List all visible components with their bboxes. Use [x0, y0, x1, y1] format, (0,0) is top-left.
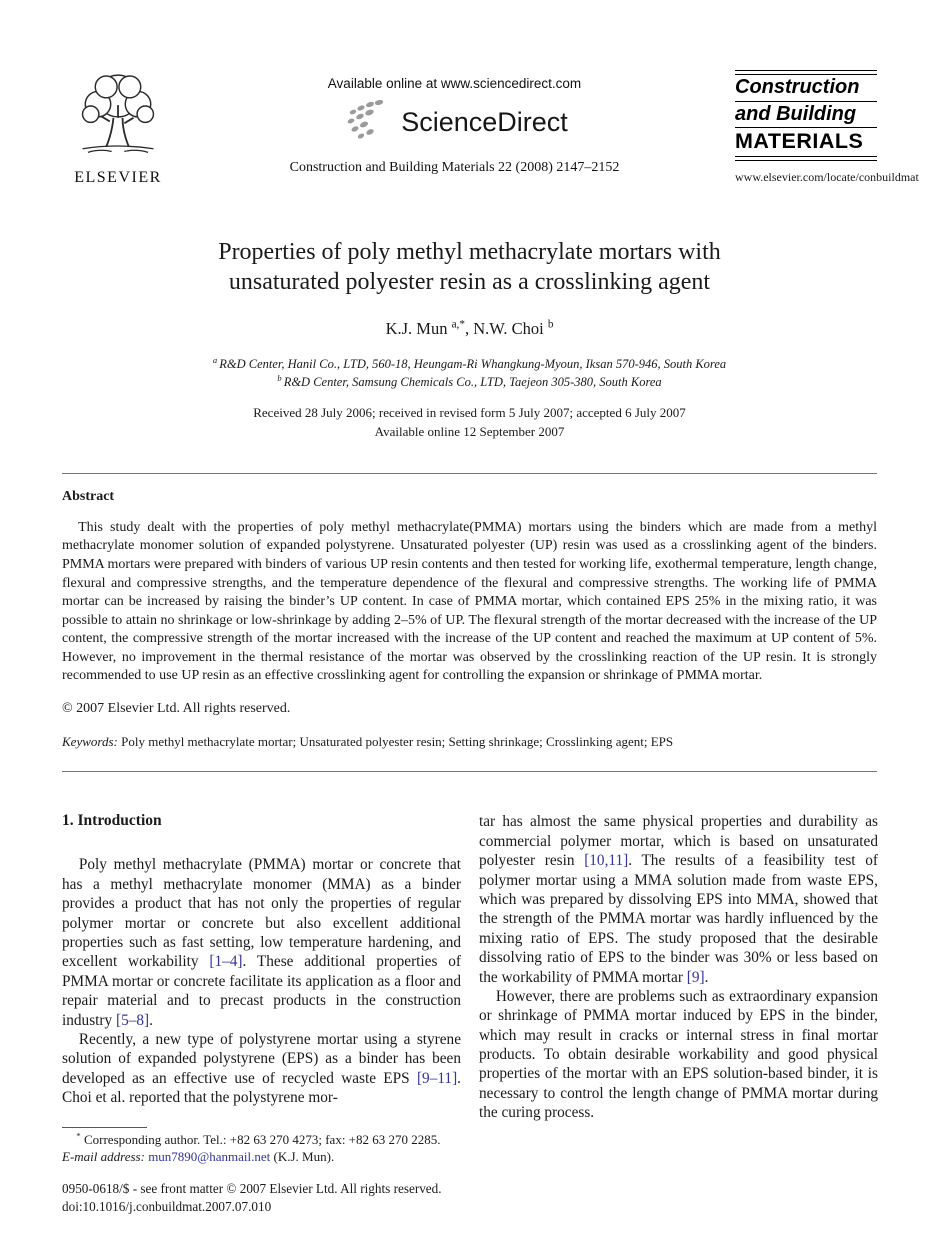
affiliations [62, 355, 877, 391]
received-dates: Received 28 July 2006; received in revised form 5 July 2007; accepted 6 July 2007 [253, 405, 686, 421]
affiliation-b: $^b$ R&D Center, Samsung Chemicals Co., LTD, Taejeon 305-380, South Korea [277, 372, 662, 390]
logo-rule-bottom [735, 156, 877, 161]
available-online-date: Available online 12 September 2007 [374, 424, 565, 440]
right-column [479, 812, 878, 1215]
citation-link[interactable]: [10,11] [584, 852, 629, 870]
affiliation-a: $^a$ R&D Center, Hanil Co., LTD, 560-18, Heungam-Ri Whangkung-Myoun, Iksan 570-946, South Korea [212, 354, 727, 371]
abstract-top-rule [62, 473, 877, 474]
journal-citation: Construction and Building Materials 22 (2008) 2147–2152 [289, 160, 620, 175]
journal-url: www.elsevier.com/locate/conbuildmat [735, 169, 919, 184]
journal-logo-line1: Construction [735, 76, 860, 98]
journal-cover-logo [735, 70, 877, 161]
issn-line: 0950-0618/$ - see front matter © 2007 Elsevier Ltd. All rights reserved. [62, 1181, 442, 1197]
abstract-heading: Abstract [62, 488, 115, 504]
available-online-text: Available online at www.sciencedirect.com [327, 76, 582, 91]
abstract-copyright: © 2007 Elsevier Ltd. All rights reserved. [62, 700, 291, 716]
keywords-line: Keywords: Poly methyl methacrylate mortar; Unsaturated polyester resin; Setting shrinkage; Crosslinking agent; EPS [62, 734, 674, 750]
article-title-line2: unsaturated polyester resin as a crosslinking agent [228, 269, 711, 295]
section-heading-introduction: 1. Introduction [62, 812, 162, 830]
footnote-line1: * Corresponding author. Tel.: +82 63 270 4273; fax: +82 63 270 2285. [76, 1131, 441, 1148]
keywords-bottom-rule [62, 771, 877, 772]
journal-header [62, 70, 919, 187]
corresponding-author-footnote [62, 1132, 461, 1166]
email-link[interactable]: mun7890@hanmail.net [148, 1149, 271, 1165]
article-history [62, 404, 877, 442]
doi-line: doi:10.1016/j.conbuildmat.2007.07.010 [62, 1198, 272, 1214]
elsevier-logo [62, 70, 174, 187]
intro-paragraph-2: Recently, a new type of polystyrene mortar using a styrene solution of expanded polystyrene (EPS) as a binder has been developed as an effective use of recycled waste EPS [9–11]. Choi et al. reported that the polystyrene mor- [62, 1030, 461, 1107]
article-title-line1: Properties of poly methyl methacrylate mortars with [218, 239, 721, 265]
author-list: K.J. Mun $^{a,*}$, N.W. Choi $^b$ [385, 318, 554, 338]
sciencedirect-wordmark: ScienceDirect [401, 107, 568, 137]
journal-logo-line2: and Building [735, 102, 857, 125]
intro-paragraph-1: Poly methyl methacrylate (PMMA) mortar or concrete that has a methyl methacrylate monomer (MMA) as a binder provides a product that has not only the properties of regular polymer mortar or concrete but also excellent additional properties such as fast setting, low temperature hardening, and excellent workability [1–4]. These additional properties of PMMA mortar or concrete facilitate its application as a floor and repair material and to precast products in the construction industry [5–8]. [62, 856, 461, 1029]
citation-link[interactable]: [9] [686, 968, 705, 986]
left-column [62, 812, 461, 1215]
citation-link[interactable]: [5–8] [115, 1011, 150, 1029]
intro-paragraph-3: tar has almost the same physical properties and durability as commercial polymer mortar, which is based on unsaturated polyester resin [10,11]. The results of a feasibility test of polymer mortar using a MMA solution made from waste EPS, which was prepared by dissolving EPS into MMA, showed that the strength of the PMMA mortar was hardly influenced by the mixing ratio of EPS. The study proposed that the desirable dissolving ratio of EPS to the binder was 30% or less based on the workability of PMMA mortar [9]. [479, 813, 878, 986]
body-columns [62, 812, 877, 1215]
article-title [62, 237, 877, 297]
journal-logo-line3: MATERIALS [735, 129, 864, 154]
elsevier-logo-text: ELSEVIER [74, 169, 162, 186]
footnote-rule [62, 1127, 147, 1128]
citation-link[interactable]: [1–4] [209, 953, 243, 971]
abstract-text: This study dealt with the properties of poly methyl methacrylate(PMMA) mortars using the binders which are made from a methyl methacrylate monomer solution of expanded polystyrene. Unsaturated polyester (UP) resin was used as a crosslinking agent of the binders. PMMA mortars were prepared with binders of various UP resin contents and then tested for working life, exothermal temperature, length change, flexural and compressive strengths, and the temperature dependence of the flexural and compressive strengths. The working life of PMMA mortar can be increased by raising the binder’s UP content. In case of PMMA mortar, which contained EPS 25% in the mixing ratio, it was possible to attain no shrinkage or low-shrinkage by adding 2–5% of UP. The flexural strength of the mortar decreased with the increase of the UP content, the compressive strength of the mortar increased with the increase of the UP content and reached the maximum at UP content of 5%. However, no improvement in the thermal resistance of the mortar was observed by the crosslinking reaction of the UP resin. It is strongly recommended to use UP resin as an effective crosslinking agent for controlling the expansion or shrinkage of PMMA mortar. [62, 519, 877, 684]
elsevier-tree-icon [68, 149, 168, 166]
sciencedirect-logo [174, 99, 735, 146]
header-center [174, 70, 735, 176]
footnote-line2: E-mail address: mun7890@hanmail.net (K.J. Mun). [62, 1149, 335, 1165]
journal-logo-block [735, 70, 919, 185]
sciencedirect-dots-icon [341, 99, 397, 146]
intro-paragraph-4: However, there are problems such as extraordinary expansion or shrinkage of PMMA mortar induced by EPS in the binder, which may result in cracks or internal stress in final mortar products. To obtain desirable workability and good physical properties of the mortar with an EPS solution-based binder, it is necessary to control the length change of PMMA mortar during the curing process. [479, 987, 878, 1122]
front-matter-info [62, 1180, 461, 1215]
citation-link[interactable]: [9–11] [416, 1069, 458, 1087]
